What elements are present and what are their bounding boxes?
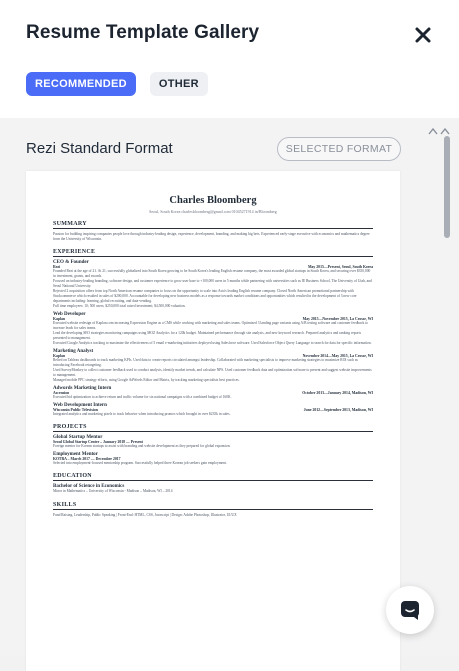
job-meta: May 2015—Present, Seoul, South Korea <box>307 265 373 270</box>
resume-projects-section <box>53 424 373 466</box>
scrollbar-thumb[interactable] <box>444 136 450 238</box>
template-list[interactable] <box>0 118 459 657</box>
job-bullet: Founded Rezi at the age of 21. At 21, successfully globalized into South Korea growing to be South Korea's leading English resume company, the most awarded global startups in South Korea, and securing over $350,000 in investment, grants, and awards. <box>53 269 371 279</box>
project-item <box>53 452 373 466</box>
project-title: Global Startup Mentor <box>53 435 103 441</box>
resume-skills-section <box>53 502 373 518</box>
job-bullet: Executed website redesign of Kaplan.com increasing Expression Engine as a CMS while working with marketing and sales teams. Optimized 3 landing page variants using A/B testing software and customer feedback to increase leads for sales teams. <box>53 321 368 331</box>
resume-preview[interactable] <box>26 171 400 671</box>
project-bullet: Selected into employment-focused mentorship program. Successfully helped three Korean job seekers gain employment. <box>53 461 227 466</box>
job-bullet: Relied on Tableau dashboards to track marketing KPIs. Used data to create reports circulated amongst leadership. Collaborated with marketing specialists to improve marketing strategies to maximize ROI such as introducing Facebook retargeting. <box>53 358 358 368</box>
job-meta: October 2013—January 2014, Madison, WI <box>302 391 373 396</box>
job-bullet: Integrated analytics and marketing pixels to track behavior when introducing promos which brought in over $235k in sales. <box>53 412 231 417</box>
resume-experience-section <box>53 249 373 417</box>
experience-item <box>53 349 373 383</box>
projects-heading: PROJECTS <box>53 424 373 432</box>
job-company: Wisconsin Public Television <box>53 408 98 413</box>
project-meta: KOTRA – March 2017 — December 2017 <box>53 457 121 462</box>
job-bullet: Executed Google Analytics tracking to maximize the effectiveness of 5 email e-marketing initiatives deployed using Salesforce software. Used Salesforce Object Query Language to search for data for specific information. <box>53 341 372 346</box>
experience-item <box>53 403 373 417</box>
job-company: Rezi <box>53 265 61 270</box>
job-company: Kaplan <box>53 354 66 359</box>
tab-other[interactable]: OTHER <box>150 72 208 96</box>
job-title: CEO & Founder <box>53 260 89 266</box>
resume-contact: Seoul, South Korea charlesbloomberg@gmail.com 01045271914 in/Bloomberg <box>149 209 277 214</box>
job-bullet: Lead the developing SEO strategies monitoring campaigns using MOZ Analytics for a 120k budget. Maintained performance through site analysis, and new keyword research. Prepared analytics and ranking reports presented to management. <box>53 331 361 341</box>
skills-text: Fund Raising, Leadership, Public Speaking | Front-End: HTML, CSS, Javascript | Design: Adobe Photoshop, Illustrator, UI/UX <box>53 512 237 517</box>
education-heading: EDUCATION <box>53 473 373 481</box>
job-meta: November 2014—May 2015, La Crosse, WI <box>302 354 373 359</box>
project-title: Employment Mentor <box>53 452 98 458</box>
scroll-up-arrows[interactable] <box>427 122 455 140</box>
chevron-up-icon <box>427 127 455 135</box>
job-title: Web Developer <box>53 312 86 318</box>
job-bullet: Rejected 2 acquisition offers from top North American resume companies to focus on the opportunity to scale into Asia's leading English resume company. Closed North American promotional partnership with Stackcommerce which resulted in sales of $200,000. Accountable for developing new business models as a response towards market conditions and opportunities which resulted in the development of 3 new core departments including: learning, global recruiting, and data-vending. <box>53 289 357 304</box>
tab-bar <box>26 72 208 96</box>
close-button[interactable] <box>410 22 436 48</box>
job-title: Web Development Intern <box>53 403 107 409</box>
modal-title: Resume Template Gallery <box>26 22 260 43</box>
resume-summary-section <box>53 221 373 242</box>
modal-header <box>0 0 459 118</box>
chat-support-button[interactable] <box>386 586 434 634</box>
selected-format-button[interactable]: SELECTED FORMAT <box>277 137 401 161</box>
summary-text: Passion for building inspiring companies people love through industry-leading design, experience, development, branding, and making big bets. Experienced early-stage executive with economics and mathematics degree from the University of Wisconsin. <box>53 232 370 242</box>
close-icon <box>410 22 436 48</box>
job-bullet: Full time employees: 10; 500 users; $250,000 total raised investment; $4,500,000 valuation. <box>53 304 186 309</box>
job-company: Ascension <box>53 391 70 396</box>
tab-recommended[interactable]: RECOMMENDED <box>26 72 136 96</box>
job-title: Marketing Analyst <box>53 349 94 355</box>
job-meta: June 2012—September 2013, Madison, WI <box>303 408 373 413</box>
project-meta: Seoul Global Startup Center – January 2018 — Present <box>53 440 143 445</box>
experience-item <box>53 260 373 309</box>
chat-icon <box>398 598 422 622</box>
skills-heading: SKILLS <box>53 502 373 510</box>
resume-education-section <box>53 473 373 494</box>
experience-heading: EXPERIENCE <box>53 249 373 257</box>
education-minor: Minor in Mathematics – University of Wisconsin - Madison – Madison, WI – 2014 <box>53 489 173 494</box>
template-name: Rezi Standard Format <box>26 140 173 157</box>
job-meta: May 2015—November 2015, La Crosse, WI <box>302 317 373 322</box>
project-bullet: Foreign mentor for Korean startups to assist with branding and website development as they prepared for global expansion. <box>53 444 231 449</box>
project-item <box>53 435 373 449</box>
resume-name: Charles Bloomberg <box>169 195 257 206</box>
job-company: Kaplan <box>53 317 66 322</box>
job-title: Adwords Marketing Intern <box>53 386 112 392</box>
experience-item <box>53 386 373 400</box>
job-bullet: Managed mobile PPC strategy efforts, using Google AdWords Editor and Matrix, by tracking marketing specialists best practices. <box>53 378 240 383</box>
experience-item <box>53 312 373 346</box>
education-degree: Bachelor of Science in Economics <box>53 484 125 490</box>
summary-heading: SUMMARY <box>53 221 373 229</box>
job-bullet: Used SurveyMonkey to collect customer feedback used to conduct analysis, identify market trends, and calculate NPS. Used customer feedback data and optimization software to present and suggest website improvements to management. <box>53 368 372 378</box>
job-bullet: Executed bid optimization to achieve return and traffic volume for six national campaigns with a combined budget of 160K. <box>53 395 232 400</box>
job-bullet: Focused on industry-leading branding, software design, and customer experience to grow user base to +100,000 users in 5 months while partnering with universities such as IE Business School, The University of Utah, and Seoul National University. <box>53 279 372 289</box>
